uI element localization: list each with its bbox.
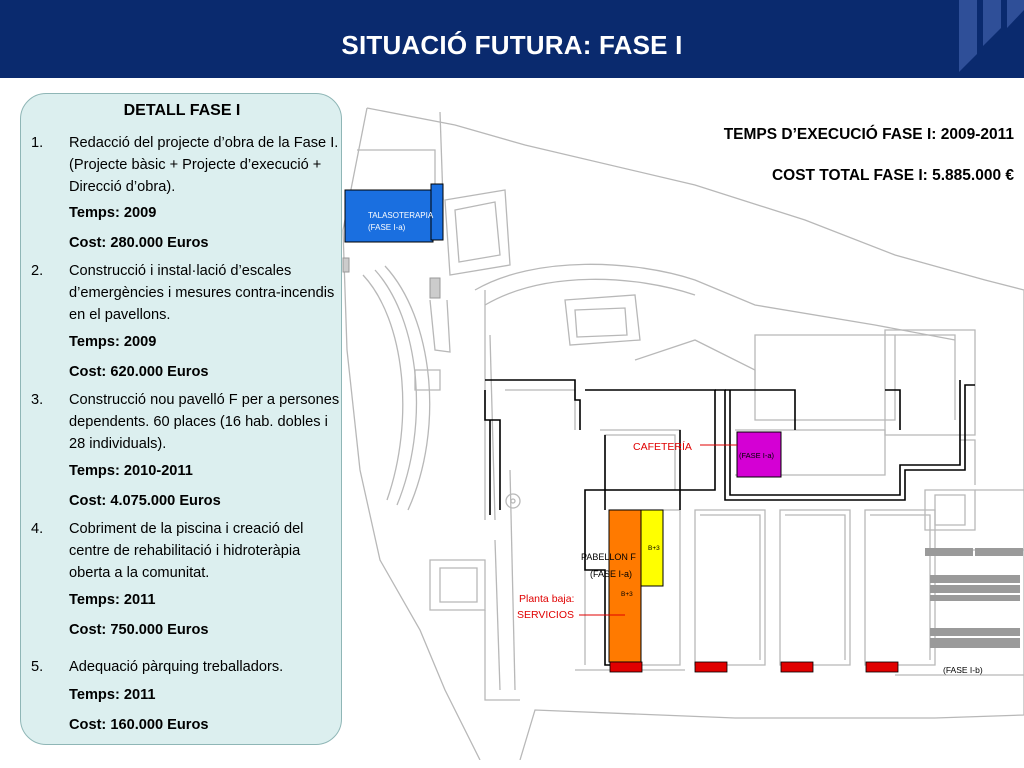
item-number: 2. — [31, 263, 44, 279]
item-number: 4. — [31, 521, 44, 537]
planta-label: Planta baja: — [519, 593, 575, 605]
item-cost: Cost: 620.000 Euros — [69, 364, 209, 380]
parking-row — [925, 548, 973, 556]
talaso-phase-label: (FASE I-a) — [368, 223, 406, 232]
talaso-label: TALASOTERAPIA — [368, 211, 434, 220]
talaso-marker — [343, 258, 349, 272]
cafeteria-phase-label: (FASE I-a) — [739, 451, 775, 460]
panel-title: DETALL FASE I — [123, 102, 241, 119]
item-text: Redacció del projecte d’obra de la Fase I. (Projecte bàsic + Projecte d’execució + Direcció d’obra). — [69, 135, 339, 195]
plan-walls — [485, 380, 975, 665]
talasoterapia-building — [345, 184, 443, 242]
pabellon-phase-label: (FASE I-a) — [590, 569, 633, 579]
parking-row — [930, 638, 1020, 648]
total-cost: COST TOTAL FASE I: 5.885.000 € — [771, 167, 1014, 184]
page-title: SITUACIÓ FUTURA: FASE I — [341, 30, 683, 60]
parking-area — [925, 548, 1023, 675]
parking-row — [930, 575, 1020, 583]
item-text: Cobriment de la piscina i creació del centre de rehabilitació i hidroteràpia oberta a la comunitat. — [69, 521, 304, 581]
item-temps: Temps: 2009 — [69, 205, 157, 221]
site-plan — [335, 90, 1024, 760]
item-text: Adequació pàrquing treballadors. — [69, 659, 284, 675]
title-banner — [0, 0, 1024, 78]
item-cost: Cost: 160.000 Euros — [69, 717, 209, 733]
item-number: 5. — [31, 659, 44, 675]
talaso-marker — [430, 278, 440, 298]
item-temps: Temps: 2009 — [69, 334, 157, 350]
item-text: Construcció nou pavelló F per a persones dependents. 60 places (16 hab. dobles i 28 individuals). — [69, 392, 340, 452]
b3-label: B+3 — [648, 545, 660, 552]
pabellon-label: PABELLON F — [581, 552, 636, 562]
item-text: Construcció i instal·lació d’escales d’emergències i mesures contra-incendis en el pavellons. — [69, 263, 335, 323]
item-number: 1. — [31, 135, 44, 151]
red-block — [781, 662, 813, 672]
b3-label: B+3 — [621, 591, 633, 598]
item-cost: Cost: 4.075.000 Euros — [69, 493, 221, 509]
cafeteria-building — [633, 432, 781, 477]
pabellon-block — [609, 510, 641, 662]
red-block — [695, 662, 727, 672]
item-temps: Temps: 2011 — [69, 592, 156, 608]
red-block — [866, 662, 898, 672]
cafeteria-label: CAFETERÍA — [633, 441, 692, 453]
item-cost: Cost: 280.000 Euros — [69, 235, 209, 251]
execution-time: TEMPS D’EXECUCIÓ FASE I: 2009-2011 — [723, 126, 1014, 143]
parking-phase-label: (FASE I-b) — [943, 665, 983, 675]
parking-row — [930, 628, 1020, 636]
item-number: 3. — [31, 392, 44, 408]
item-temps: Temps: 2011 — [69, 687, 156, 703]
item-cost: Cost: 750.000 Euros — [69, 622, 209, 638]
servicios-label: SERVICIOS — [517, 609, 574, 621]
item-temps: Temps: 2010-2011 — [69, 463, 193, 479]
parking-row — [930, 585, 1020, 593]
logo-graphic — [955, 0, 1024, 78]
plan-outlines — [343, 108, 1024, 760]
pabellon-f-building — [517, 510, 663, 662]
parking-row — [930, 595, 1020, 601]
parking-row — [975, 548, 1023, 556]
detail-panel — [20, 93, 342, 745]
red-block — [610, 662, 642, 672]
